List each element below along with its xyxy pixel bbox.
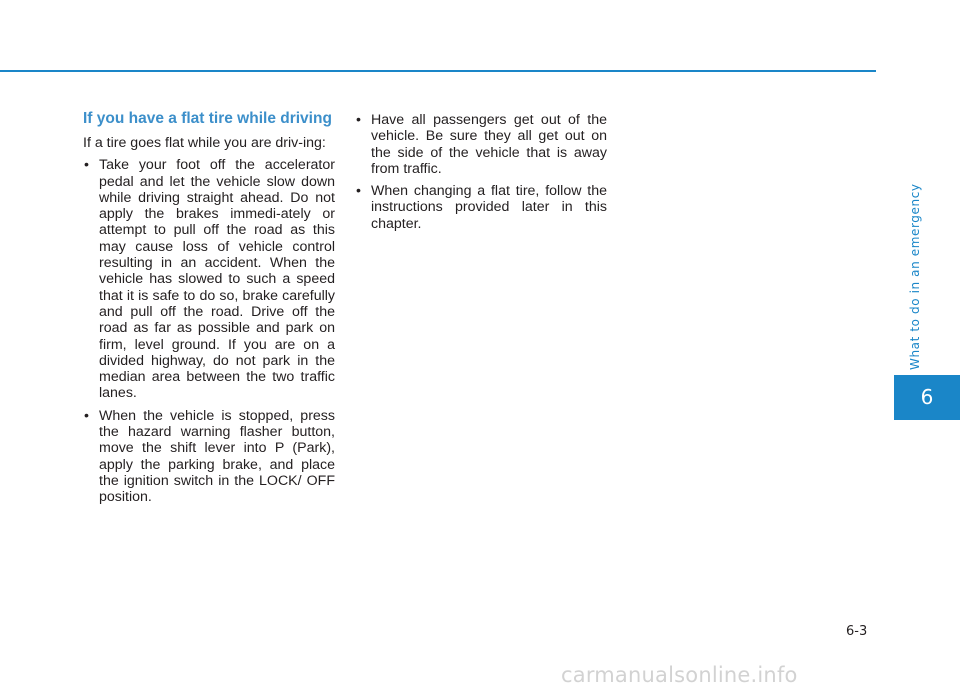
list-item <box>83 157 335 401</box>
section-heading: If you have a flat tire while driving <box>83 110 332 127</box>
list-item-text: Take your foot off the accelerator pedal and let the vehicle slow down while driving straight ahead. Do not apply the brakes immedi-ately or attempt to pull off the road as this may cause loss of vehicle control resulting in an accident. When the vehicle has slowed to such a speed that it is safe to do so, brake carefully and pull off the road. Drive off the road as far as possible and park on firm, level ground. If you are on a divided highway, do not park in the median area between the two traffic lanes. <box>99 157 335 402</box>
bullet-icon: • <box>84 157 89 174</box>
watermark-text: carmanualsonline.info <box>561 663 798 687</box>
list-item-text: When changing a flat tire, follow the instructions provided later in this chapter. <box>371 183 607 232</box>
list-item-text: Have all passengers get out of the vehicle. Be sure they all get out on the side of the vehicle that is away from traffic. <box>371 112 607 177</box>
list-item-text: When the vehicle is stopped, press the hazard warning flasher button, move the shift lever into P (Park), apply the parking brake, and place the ignition switch in the LOCK/ OFF position. <box>99 407 335 506</box>
list-item <box>83 408 335 506</box>
bullet-icon: • <box>356 183 361 200</box>
chapter-number-badge: 6 <box>894 375 960 420</box>
list-item <box>355 183 607 232</box>
list-item <box>355 112 607 177</box>
intro-paragraph: If a tire goes flat while you are driv-ing: <box>83 135 326 151</box>
page-number: 6-3 <box>846 624 868 639</box>
right-column <box>355 112 607 238</box>
chapter-title-tab: What to do in an emergency <box>908 183 922 370</box>
left-column <box>83 110 335 512</box>
right-bullet-list <box>355 112 607 232</box>
header-rule <box>0 70 876 72</box>
bullet-icon: • <box>84 407 89 424</box>
bullet-icon: • <box>356 112 361 128</box>
left-bullet-list <box>83 157 335 505</box>
